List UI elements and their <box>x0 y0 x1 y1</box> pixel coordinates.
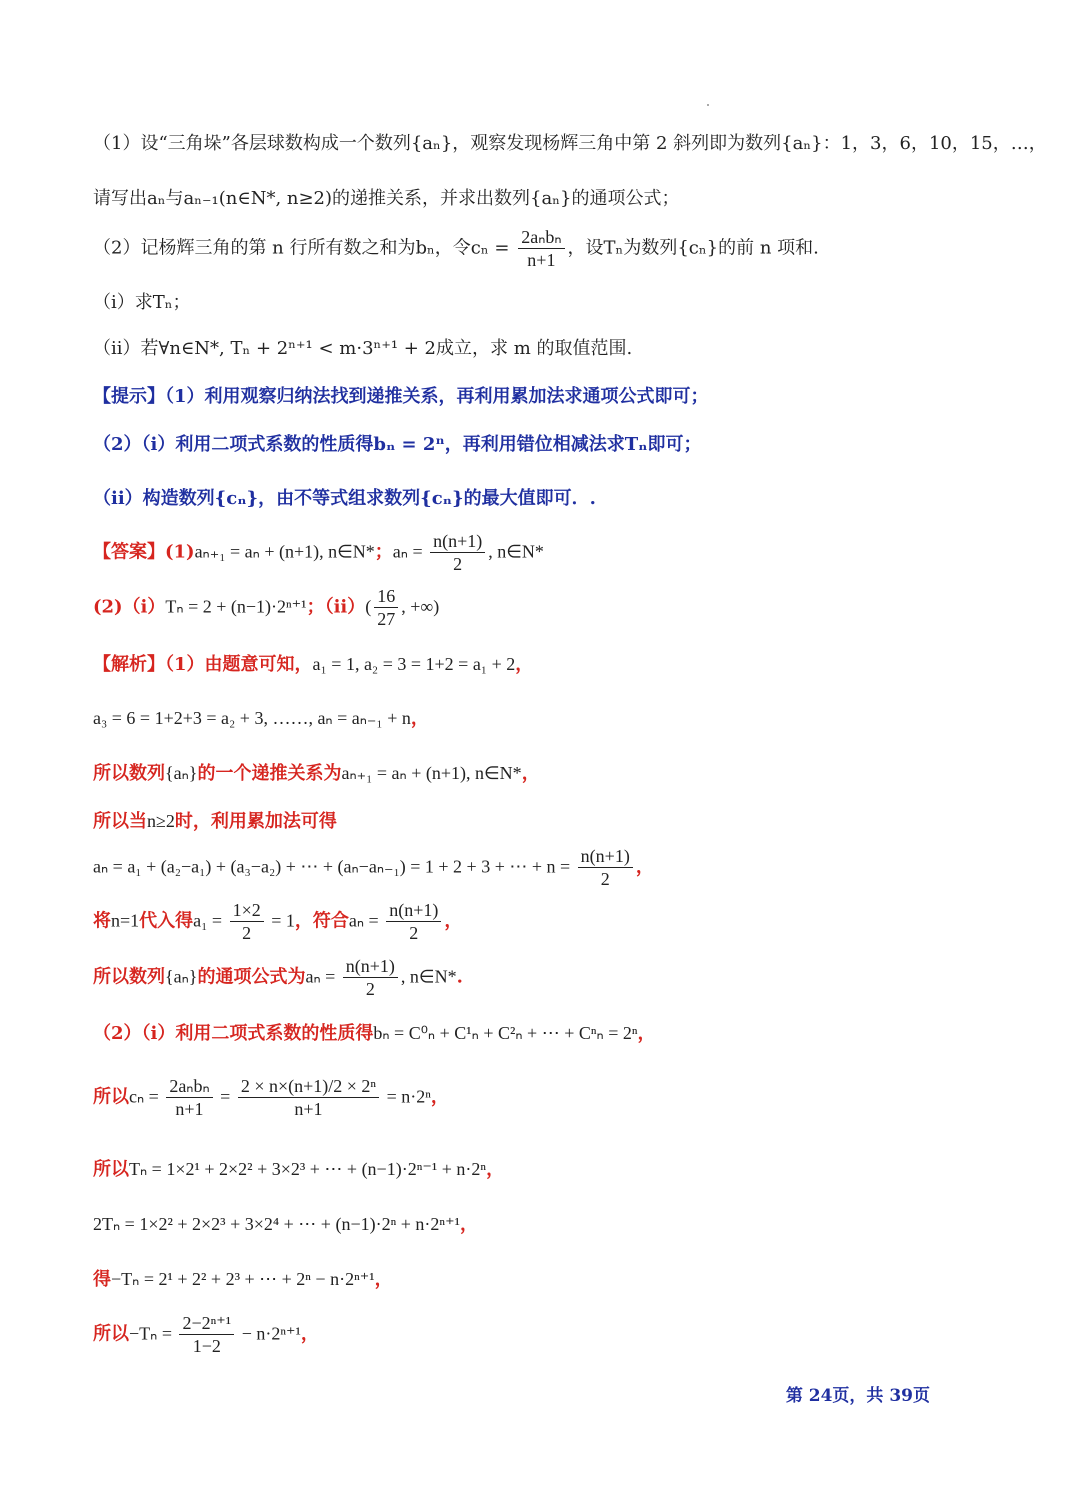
question-part-2: （2）记杨辉三角的第 n 行所有数之和为bₙ，令cₙ = $\frac{\text{2aₙbₙ}}{n+1}$ ，设Tₙ为数列{cₙ}的前 n 项和. <box>93 227 819 270</box>
fraction-a1: $\frac{1\times 2}{2}$ <box>230 899 264 944</box>
fraction-nested: $\frac{\text{2 × n×(n+1)/2 × 2ⁿ}}{n+1}$ <box>238 1075 379 1120</box>
question-sub-i: （i）求Tₙ； <box>93 292 191 313</box>
analysis-line-5: aₙ = a₁ + (a₂−a₁) + (a₃−a₂) + ⋯ + (aₙ−aₙ₋₁) = 1 + 2 + 3 + ⋯ + n = $\frac{n(n+1)}{2}$ ， <box>93 846 654 889</box>
analysis-line-11: 2Tₙ = 1×2² + 2×2³ + 3×2⁴ + ⋯ + (n−1)·2ⁿ + n·2ⁿ⁺¹， <box>93 1214 478 1235</box>
analysis-line-2: a₃ = 6 = 1+2+3 = a₂ + 3, ……, aₙ = aₙ₋₁ + n， <box>93 708 429 729</box>
page-number-footer: 第 24页，共 39页 <box>785 1386 930 1406</box>
analysis-line-4: 所以当n≥2时，利用累加法可得 <box>93 811 337 832</box>
analysis-line-7: 所以数列{aₙ}的通项公式为aₙ = $\frac{n(n+1)}{2}$ , n∈N*. <box>93 956 463 999</box>
analysis-line-10: 所以Tₙ = 1×2¹ + 2×2² + 3×2³ + ⋯ + (n−1)·2ⁿ⁻¹ + n·2ⁿ， <box>93 1159 505 1180</box>
hint-line-2: （2）（i）利用二项式系数的性质得bₙ = 2ⁿ，再利用错位相减法求Tₙ即可； <box>93 434 702 455</box>
hint-line-3: （ii）构造数列{cₙ}，由不等式组求数列{cₙ}的最大值即可．. <box>93 488 596 509</box>
hint-line-1: 【提示】（1）利用观察归纳法找到递推关系，再利用累加法求通项公式即可； <box>93 386 709 407</box>
answer-line-1: 【答案】(1)aₙ₊₁ = aₙ + (n+1), n∈N*；aₙ = $\frac{n(n+1)}{2}$ , n∈N* <box>93 531 544 574</box>
fraction-sum: $\frac{n(n+1)}{2}$ <box>578 845 633 890</box>
fraction-cn: $\frac{\text{2aₙbₙ}}{n+1}$ <box>518 226 564 271</box>
question-sub-ii: （ii）若∀n∈N*, Tₙ + 2ⁿ⁺¹ < m·3ⁿ⁺¹ + 2成立，求 m 的取值范围. <box>93 338 633 359</box>
fraction-an: $\frac{n(n+1)}{2}$ <box>430 530 485 575</box>
answer-line-2: (2)（i）Tₙ = 2 + (n−1)·2ⁿ⁺¹；（ii）( $\frac{16}{27}$ , +∞) <box>93 586 440 629</box>
fraction-16-27: $\frac{16}{27}$ <box>374 585 398 630</box>
scan-dot <box>707 104 709 106</box>
fraction-geometric-sum: $\frac{\text{2−2ⁿ⁺¹}}{1-2}$ <box>179 1312 234 1357</box>
question-part-1: （1）设“三角垛”各层球数构成一个数列{aₙ}，观察发现杨辉三角中第 2 斜列即为数列{aₙ}：1，3，6，10，15，…， <box>93 133 1047 154</box>
analysis-line-12: 得−Tₙ = 2¹ + 2² + 2³ + ⋯ + 2ⁿ − n·2ⁿ⁺¹， <box>93 1269 393 1290</box>
analysis-line-6: 将n=1代入得a₁ = $\frac{1\times 2}{2}$ = 1，符合aₙ = $\frac{n(n+1)}{2}$ ， <box>93 900 463 943</box>
fraction-an-check: $\frac{n(n+1)}{2}$ <box>386 899 441 944</box>
analysis-line-1: 【解析】（1）由题意可知，a₁ = 1, a₂ = 3 = 1+2 = a₁ + 2， <box>93 654 534 675</box>
analysis-line-3: 所以数列{aₙ}的一个递推关系为aₙ₊₁ = aₙ + (n+1), n∈N*， <box>93 763 540 784</box>
fraction-general-term: $\frac{n(n+1)}{2}$ <box>343 955 398 1000</box>
fraction-cn-derivation: $\frac{\text{2aₙbₙ}}{n+1}$ <box>166 1075 212 1120</box>
question-part-1-continued: 请写出aₙ与aₙ₋₁(n∈N*, n≥2)的递推关系，并求出数列{aₙ}的通项公式； <box>93 188 680 209</box>
analysis-line-8: （2）（i）利用二项式系数的性质得bₙ = C⁰ₙ + C¹ₙ + C²ₙ + ⋯ + Cⁿₙ = 2ⁿ， <box>93 1023 656 1044</box>
analysis-line-13: 所以−Tₙ = $\frac{\text{2−2ⁿ⁺¹}}{1-2}$ − n·2ⁿ⁺¹， <box>93 1313 319 1356</box>
analysis-line-9: 所以cₙ = $\frac{\text{2aₙbₙ}}{n+1}$ = $\frac{\text{2 × n×(n+1)/2 × 2ⁿ}}{n+1}$ = n·2ⁿ， <box>93 1076 449 1119</box>
